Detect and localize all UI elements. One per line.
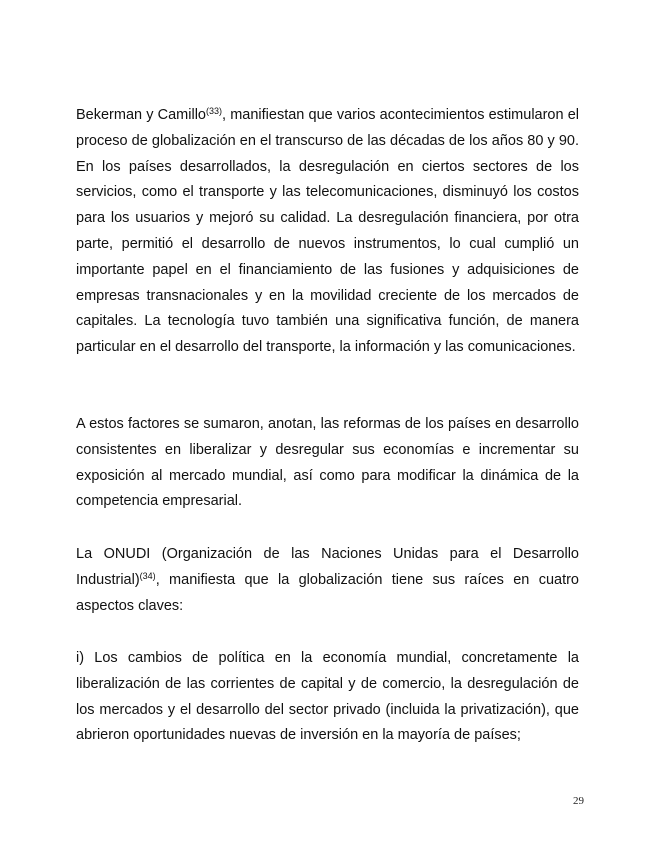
page-number: 29	[573, 795, 584, 807]
footnote-reference-33: (33)	[206, 106, 223, 116]
paragraph-body: , manifiestan que varios acontecimientos estimularon el proceso de globalización en el transcurso de las décadas de los años 80 y 90. En los países desarrollados, la desregulación en ciertos sectores de los servicios, como el transporte y las telecomunicaciones, disminuyó los costos para los usuarios y mejoró su calidad. La desregulación financiera, por otra parte, permitió el desarrollo de nuevos instrumentos, lo cual cumplió un importante papel en el financiamiento de las fusiones y adquisiciones de empresas transnacionales y en la movilidad creciente de los mercados de capitales. La tecnología tuvo también una significativa función, de manera particular en el desarrollo del transporte, la información y las comunicaciones.	[76, 107, 579, 356]
footnote-reference-34: (34)	[139, 570, 156, 581]
list-item-i	[76, 646, 579, 749]
paragraph-lead: Bekerman y Camillo	[76, 107, 206, 123]
paragraph-factores	[76, 412, 579, 515]
paragraph-body: i) Los cambios de política en la economía mundial, concretamente la liberalización de las corrientes de capital y de comercio, la desregulación de los mercados y el desarrollo del sector privado (incluida la privatización), que abrieron oportunidades nuevas de inversión en la mayoría de países;	[76, 650, 579, 744]
paragraph-body: A estos factores se sumaron, anotan, las reformas de los países en desarrollo consistentes en liberalizar y desregular sus economías e incrementar su exposición al mercado mundial, así como para modificar la dinámica de la competencia empresarial.	[76, 416, 579, 510]
paragraph-lead: La ONUDI (Organización de las Naciones Unidas para el Desarrollo Industrial)	[76, 546, 579, 588]
paragraph-body: , manifiesta que la globalización tiene sus raíces en cuatro aspectos claves:	[76, 571, 579, 614]
paragraph-bekerman-camillo	[76, 103, 579, 361]
paragraph-onudi	[76, 542, 579, 619]
